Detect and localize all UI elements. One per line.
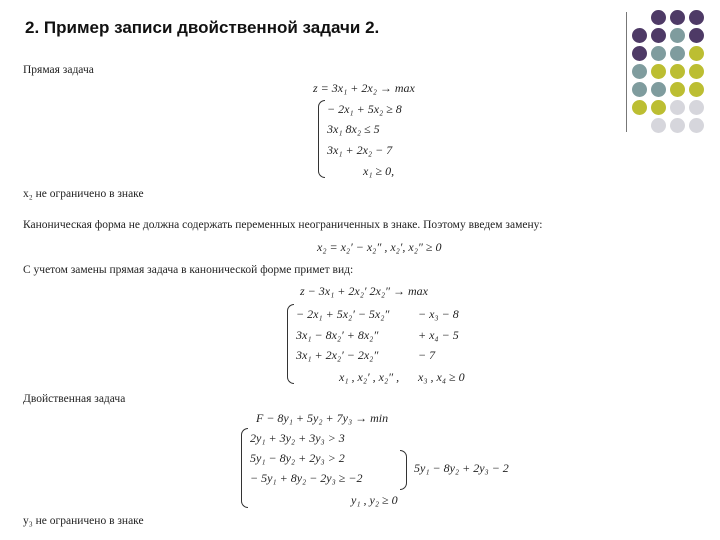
dual-right-equation: 5y₁ − 8y₂ + 2y₃ − 2 bbox=[414, 461, 509, 475]
decorative-dot bbox=[651, 100, 666, 115]
primal-brace bbox=[318, 100, 325, 178]
decorative-dot bbox=[670, 28, 685, 43]
canonical-row-1-left: − 2x₁ + 5x₂′ − 5x₂″ bbox=[296, 307, 390, 321]
primal-constraint-3: 3x₁ + 2x₂ − 7 bbox=[327, 143, 393, 157]
decorative-dot bbox=[670, 100, 685, 115]
canonical-substitution: x₂ = x₂′ − x₂″ , x₂′, x₂″ ≥ 0 bbox=[317, 240, 442, 254]
decorative-dot bbox=[670, 10, 685, 25]
canonical-row-3-left: 3x₁ + 2x₂′ − 2x₂″ bbox=[296, 348, 379, 362]
dual-nonneg: y₁ , y₂ ≥ 0 bbox=[351, 493, 398, 507]
primal-objective: z = 3x₁ + 2x₂ → max bbox=[313, 81, 415, 95]
dual-constraint-3: − 5y₁ + 8y₂ − 2y₃ ≥ −2 bbox=[250, 471, 363, 485]
decorative-dot bbox=[689, 64, 704, 79]
decorative-dot bbox=[632, 100, 647, 115]
dual-right-brace bbox=[400, 450, 407, 490]
decorative-dot bbox=[670, 64, 685, 79]
slide-title: 2. Пример записи двойственной задачи 2. bbox=[25, 18, 380, 37]
dual-note: y₃ не ограничено в знаке bbox=[23, 515, 144, 527]
decorative-dot bbox=[689, 10, 704, 25]
decorative-dot bbox=[632, 46, 647, 61]
dual-constraint-1: 2y₁ + 3y₂ + 3y₃ > 3 bbox=[250, 431, 345, 445]
primal-note: x₂ не ограничено в знаке bbox=[23, 188, 144, 200]
decorative-dot bbox=[651, 10, 666, 25]
decorative-dot bbox=[651, 28, 666, 43]
decorative-dot bbox=[651, 118, 666, 133]
dual-heading: Двойственная задача bbox=[23, 393, 126, 405]
dual-objective: F − 8y₁ + 5y₂ + 7y₃ → min bbox=[256, 411, 389, 425]
divider-line bbox=[626, 12, 627, 132]
decorative-dot bbox=[689, 82, 704, 97]
decorative-dot bbox=[651, 64, 666, 79]
canonical-nonneg-left: x₁ , x₂′ , x₂″ , bbox=[339, 370, 400, 384]
dual-brace bbox=[241, 428, 248, 508]
decorative-dot bbox=[651, 82, 666, 97]
primal-constraint-1: − 2x₁ + 5x₂ ≥ 8 bbox=[327, 102, 402, 116]
canonical-row-2-left: 3x₁ − 8x₂′ + 8x₂″ bbox=[296, 328, 379, 342]
decorative-dot bbox=[670, 118, 685, 133]
canonical-row-2-right: + x₄ − 5 bbox=[418, 328, 459, 342]
canonical-nonneg-right: x₃ , x₄ ≥ 0 bbox=[418, 370, 465, 384]
decorative-dot bbox=[632, 28, 647, 43]
decorative-dot bbox=[670, 82, 685, 97]
decorative-dot bbox=[689, 28, 704, 43]
canonical-objective: z − 3x₁ + 2x₂′ 2x₂″ → max bbox=[300, 284, 428, 298]
canonical-row-3-right: − 7 bbox=[418, 348, 436, 362]
decorative-dot bbox=[689, 46, 704, 61]
primal-heading: Прямая задача bbox=[23, 64, 94, 76]
primal-constraint-2: 3x₁ 8x₂ ≤ 5 bbox=[327, 122, 380, 136]
decorative-dot bbox=[689, 100, 704, 115]
decorative-dot bbox=[689, 118, 704, 133]
canonical-brace bbox=[287, 304, 294, 384]
decorative-dot bbox=[632, 64, 647, 79]
canonical-intro: Каноническая форма не должна содержать переменных неограниченных в знаке. Поэтому введем замену: bbox=[23, 219, 543, 231]
decorative-dot bbox=[632, 82, 647, 97]
dual-constraint-2: 5y₁ − 8y₂ + 2y₃ > 2 bbox=[250, 451, 345, 465]
primal-nonneg: x₁ ≥ 0, bbox=[363, 164, 395, 178]
canonical-lead: С учетом замены прямая задача в канонической форме примет вид: bbox=[23, 264, 354, 276]
canonical-row-1-right: − x₃ − 8 bbox=[418, 307, 459, 321]
decorative-dot bbox=[670, 46, 685, 61]
decorative-dot bbox=[651, 46, 666, 61]
